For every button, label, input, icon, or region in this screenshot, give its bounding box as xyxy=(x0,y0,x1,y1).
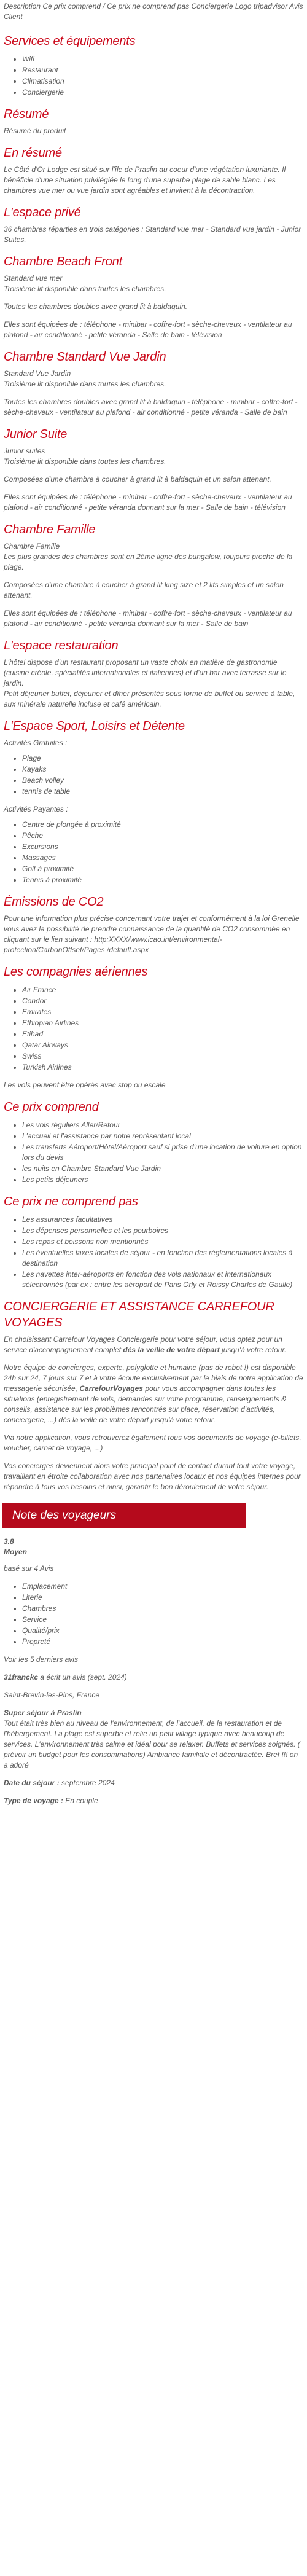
restauration-p2: Petit déjeuner buffet, déjeuner et dîner présentés sous forme de buffet ou service à table, aux minérale naturelle incluse et café américain. xyxy=(4,689,295,708)
famille-p2: Elles sont équipées de : téléphone - minibar - coffre-fort - sèche-cheveux - ventilateur au plafond - air conditionné - petite véranda donnant sur la mer - Salle de bain xyxy=(4,609,292,628)
en-resume-heading: En résumé xyxy=(4,146,62,160)
co2-heading: Émissions de CO2 xyxy=(4,895,104,909)
review-date-value: septembre 2024 xyxy=(59,1779,115,1787)
rating-based-on: basé sur 4 Avis xyxy=(4,1564,54,1573)
list-item: • Les petits déjeuners xyxy=(22,1175,303,1185)
list-item: • Les navettes inter-aéroports en fonction des vols nationaux et internationaux sélectionnés (par ex : entre les aéroport de Paris Orly et Roissy Charles de Gaulle) xyxy=(22,1269,303,1290)
review-type-label: Type de voyage : xyxy=(4,1796,63,1805)
list-item: • Les transferts Aéroport/Hôtel/Aéroport sauf si prise d'une location de voiture en option lors du devis xyxy=(22,1142,303,1163)
conciergerie-p3: Via notre application, vous retrouverez également tous vos documents de voyage (e-billets, voucher, carnet de voyage, ...) xyxy=(4,1433,301,1452)
list-item: • Excursions xyxy=(22,842,303,852)
list-item: • Beach volley xyxy=(22,775,303,786)
list-item: • Les vols réguliers Aller/Retour xyxy=(22,1120,303,1130)
review-title: Super séjour à Praslin xyxy=(4,1709,82,1717)
review-date-label: Date du séjour : xyxy=(4,1779,60,1787)
review-type xyxy=(4,1796,303,1806)
junior-sub1: Junior suites xyxy=(4,447,45,455)
review-author-rest: a écrit un avis (sept. 2024) xyxy=(38,1673,127,1681)
compagnies-note: Les vols peuvent être opérés avec stop ou escale xyxy=(4,1081,166,1089)
conciergerie-p4: Vos concierges deviennent alors votre principal point de contact durant tout votre voyage, travaillant en étroite collaboration avec nos partenaires locaux et nos équipes internes pour répondre à tous vos besoins et ainsi, garantir le bon déroulement de votre séjour. xyxy=(4,1462,301,1491)
beach-front-sub2: Troisième lit disponible dans toutes les chambres. xyxy=(4,284,166,293)
review-author xyxy=(4,1672,303,1683)
list-item: • Centre de plongée à proximité xyxy=(22,820,303,830)
list-item: • Qatar Airways xyxy=(22,1040,303,1051)
junior-p1: Composées d'une chambre à coucher à grand lit à baldaquin et un salon attenant. xyxy=(4,475,271,483)
list-item: • Emplacement xyxy=(22,1581,303,1592)
prix-ne-comprend-heading: Ce prix ne comprend pas xyxy=(4,1195,138,1208)
list-item: • Climatisation xyxy=(22,76,303,87)
list-item: • Turkish Airlines xyxy=(22,1062,303,1073)
list-item: • Massages xyxy=(22,853,303,863)
rating-label: Moyen xyxy=(4,1548,28,1556)
list-item: • Les dépenses personnelles et les pourboires xyxy=(22,1226,303,1236)
restauration-heading: L'espace restauration xyxy=(4,639,119,652)
beach-front-p2: Elles sont équipées de : téléphone - minibar - coffre-fort - sèche-cheveux - ventilateur au plafond - air conditionné - petite véranda - Salle de bain - télévision xyxy=(4,320,292,339)
list-item: • Qualité/prix xyxy=(22,1626,303,1636)
vue-jardin-heading: Chambre Standard Vue Jardin xyxy=(4,350,166,364)
junior-sub2: Troisième lit disponible dans toutes les chambres. xyxy=(4,457,166,466)
famille-sub1: Chambre Famille xyxy=(4,542,60,550)
famille-sub2: Les plus grandes des chambres sont en 2ème ligne des bungalow, toujours proche de la plage. xyxy=(4,552,293,571)
list-item: • Emirates xyxy=(22,1007,303,1017)
espace-prive-text: 36 chambres réparties en trois catégories : Standard vue mer - Standard vue jardin - Junior Suites. xyxy=(4,225,301,244)
list-item: • Les repas et boissons non mentionnés xyxy=(22,1237,303,1247)
espace-prive-heading: L'espace privé xyxy=(4,206,81,219)
services-heading: Services et équipements xyxy=(4,34,136,48)
list-item: • Propreté xyxy=(22,1637,303,1647)
list-item: • Condor xyxy=(22,996,303,1006)
review-date xyxy=(4,1778,303,1788)
list-item: • Restaurant xyxy=(22,65,303,76)
note-voyageurs-banner: Note des voyageurs xyxy=(0,1503,246,1528)
services-list xyxy=(4,54,303,98)
beach-front-heading: Chambre Beach Front xyxy=(4,255,122,268)
list-item: • L'accueil et l'assistance par notre représentant local xyxy=(22,1131,303,1141)
prix-ne-comprend-list xyxy=(4,1215,303,1290)
vue-jardin-sub2: Troisième lit disponible dans toutes les chambres. xyxy=(4,380,166,388)
review-type-value: En couple xyxy=(63,1796,98,1805)
conciergerie-heading: CONCIERGERIE ET ASSISTANCE CARREFOUR VOYAGES xyxy=(4,1300,274,1329)
famille-p1: Composées d'une chambre à coucher à grand lit king size et 2 lits simples et un salon attenant. xyxy=(4,581,284,600)
list-item: • Golf à proximité xyxy=(22,864,303,874)
activites-gratuites-label: Activités Gratuites : xyxy=(4,738,68,747)
list-item: • Conciergerie xyxy=(22,87,303,98)
junior-p2: Elles sont équipées de : téléphone - minibar - coffre-fort - sèche-cheveux - ventilateur au plafond - air conditionné - petite véranda donnant sur la mer - Salle de bain - télévision xyxy=(4,493,292,512)
prix-comprend-list xyxy=(4,1120,303,1185)
list-item: • Chambres xyxy=(22,1603,303,1614)
list-item: • Swiss xyxy=(22,1051,303,1062)
resume-heading: Résumé xyxy=(4,108,49,121)
list-item: • Literie xyxy=(22,1592,303,1603)
conciergerie-p1-bold: dès la veille de votre départ xyxy=(123,1345,220,1354)
restauration-p1: L'hôtel dispose d'un restaurant proposant un vaste choix en matière de gastronomie (cuisine créole, spécialités internationales et italiennes) et d'un bar avec terrasse sur le jardin. xyxy=(4,658,287,687)
activites-payantes-label: Activités Payantes : xyxy=(4,805,68,813)
conciergerie-p1-pre: En choisissant Carrefour Voyages Conciergerie pour votre séjour, vous optez pour un service d'accompagnement complet xyxy=(4,1335,282,1354)
list-item: • Les éventuelles taxes locales de séjour - en fonction des réglementations locales à destination xyxy=(22,1248,303,1269)
beach-front-p1: Toutes les chambres doubles avec grand lit à baldaquin. xyxy=(4,302,188,311)
co2-text[interactable]: Pour une information plus précise concernant votre trajet et conformément à la loi Grenelle vous avez la possibilité de prendre connaissance de la quantité de CO2 consommée en cliquant sur le lien suivant : http:XXXX/www.icao.int/environmental-protection/CarbonOffset/Pages /default.aspx xyxy=(4,914,300,954)
vue-jardin-p1: Toutes les chambres doubles avec grand lit à baldaquin - téléphone - minibar - coffre-fort - sèche-cheveux - ventilateur au plafond - air conditionné - petite véranda - Salle de bain xyxy=(4,397,298,417)
list-item: • Wifi xyxy=(22,54,303,65)
last-reviews-label[interactable]: Voir les 5 derniers avis xyxy=(4,1655,78,1664)
list-item: • Ethiopian Airlines xyxy=(22,1018,303,1028)
resume-text: Résumé du produit xyxy=(4,127,66,135)
conciergerie-p2 xyxy=(4,1363,303,1425)
list-item: • les nuits en Chambre Standard Vue Jardin xyxy=(22,1164,303,1174)
famille-heading: Chambre Famille xyxy=(4,523,96,536)
conciergerie-p2-post: pour vous accompagner dans toutes les situations (enregistrement de vols, demandes sur votre programme, renseignements & conseils, assistance sur les problèmes rencontrés sur place, réservation d'activités, conciergerie, ...) dès la veille de votre départ jusqu'à votre retour. xyxy=(4,1384,287,1424)
en-resume-text: Le Côté d'Or Lodge est situé sur l'île de Praslin au coeur d'une végétation luxuriante. Il bénéficie d'une situation privilégiée le long d'une superbe plage de sable blanc. Les chambres vue mer ou vue jardin sont agréables et invitent à la décontraction. xyxy=(4,165,286,195)
activites-payantes-list xyxy=(4,820,303,885)
activites-gratuites-list xyxy=(4,753,303,797)
vue-jardin-sub1: Standard Vue Jardin xyxy=(4,369,71,378)
beach-front-sub1: Standard vue mer xyxy=(4,274,63,283)
rating-score: 3.8 xyxy=(4,1537,14,1546)
top-navigation-line[interactable]: Description Ce prix comprend / Ce prix ne comprend pas Conciergerie Logo tripadvisor Avis Client xyxy=(4,2,303,21)
junior-suite-heading: Junior Suite xyxy=(4,428,68,441)
conciergerie-p1 xyxy=(4,1334,303,1355)
sport-heading: L'Espace Sport, Loisirs et Détente xyxy=(4,719,185,733)
list-item: • Air France xyxy=(22,985,303,995)
conciergerie-p2-bold: CarrefourVoyages xyxy=(79,1384,143,1393)
list-item: • Pêche xyxy=(22,831,303,841)
list-item: • Kayaks xyxy=(22,764,303,775)
compagnies-list xyxy=(4,985,303,1073)
prix-comprend-heading: Ce prix comprend xyxy=(4,1100,99,1114)
conciergerie-p1-post: jusqu'à votre retour. xyxy=(219,1345,287,1354)
conciergerie-p2-pre: Notre équipe de concierges, experte, polyglotte et humaine (pas de robot !) est disponible 24h sur 24, 7 jours sur 7 et à votre écoute exclusivement par le biais de notre application de messagerie sécurisée, xyxy=(4,1363,303,1393)
compagnies-heading: Les compagnies aériennes xyxy=(4,965,148,979)
review-text: Tout était très bien au niveau de l'environnement, de l'accueil, de la restauration et de l'hébergement. La plage est superbe et relie un petit village typique avec beaucoup de services. L'environnement très calme et idéal pour se relaxer. Buffets et services soignés. ( prévoir un budget pour les consommations) Ambiance familiale et décontractée. Bref !!! on a adoré xyxy=(4,1719,300,1769)
rating-criteria-list xyxy=(4,1581,303,1647)
list-item: • Etihad xyxy=(22,1029,303,1039)
list-item: • Tennis à proximité xyxy=(22,875,303,885)
list-item: • tennis de table xyxy=(22,786,303,797)
review-author-name: 31franckc xyxy=(4,1673,39,1681)
list-item: • Les assurances facultatives xyxy=(22,1215,303,1225)
list-item: • Service xyxy=(22,1615,303,1625)
review-location: Saint-Brevin-les-Pins, France xyxy=(4,1691,100,1699)
list-item: • Plage xyxy=(22,753,303,764)
